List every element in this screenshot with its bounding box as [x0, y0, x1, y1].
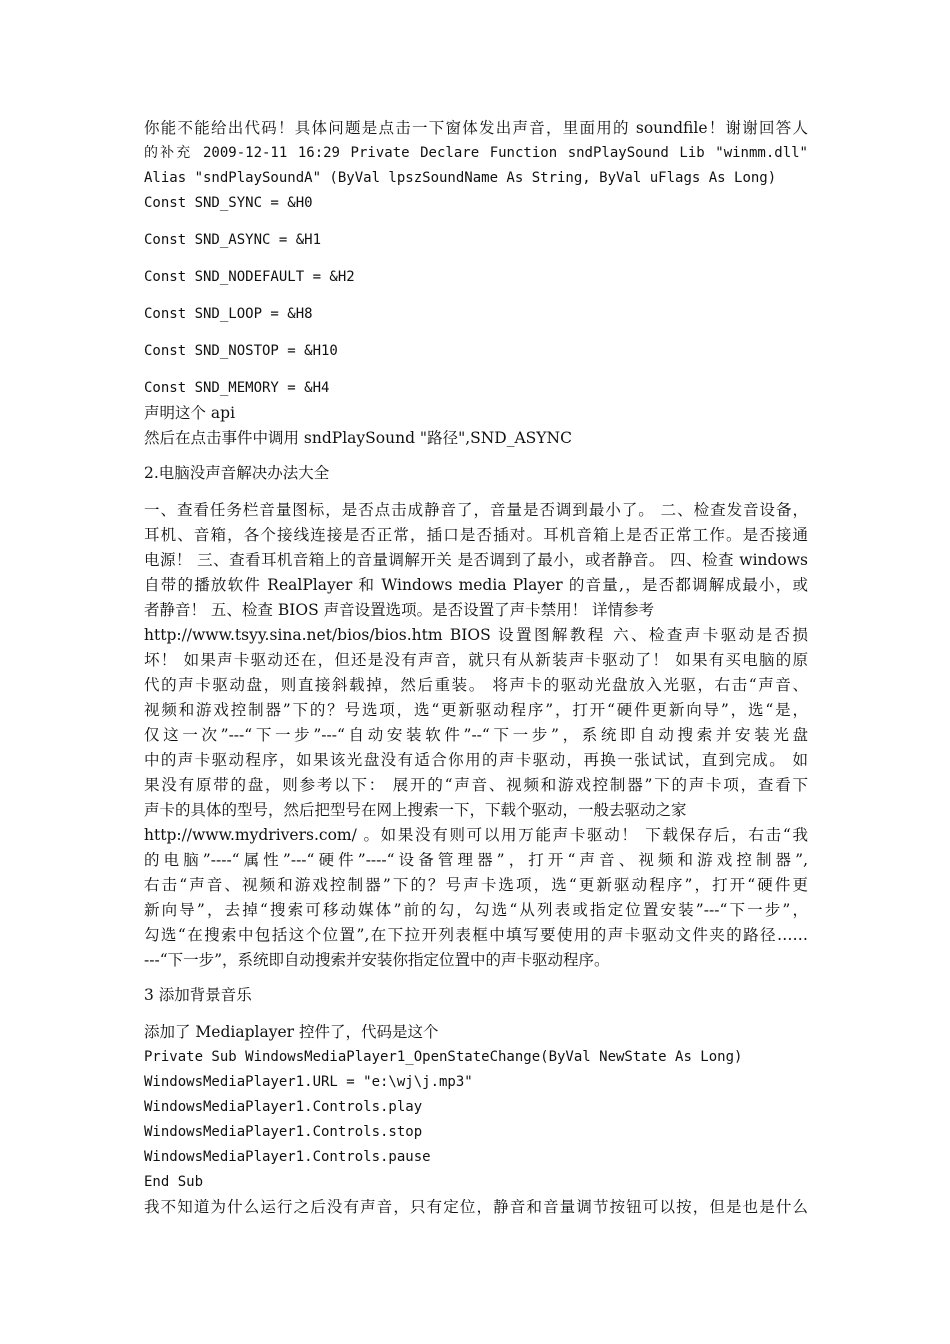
paragraph-line: 者静音！ 五、检查 BIOS 声音设置选项。是否设置了声卡禁用！ 详情参考: [144, 601, 655, 619]
section-sound-api: [144, 116, 808, 451]
text-line: 我不知道为什么运行之后没有声音，只有定位，静音和音量调节按钮可以按，但是也是什么: [144, 1198, 808, 1216]
paragraph-line: 右击“声音、视频和游戏控制器”下的？号声卡选项，选“更新驱动程序”，打开“硬件更: [144, 876, 808, 894]
section-heading: 3 添加背景音乐: [144, 986, 252, 1004]
paragraph-line: http://www.mydrivers.com/ 。如果没有则可以用万能声卡驱动！ 下载保存后，右击“我: [144, 826, 808, 844]
code-line: WindowsMediaPlayer1.Controls.stop: [144, 1124, 423, 1140]
const-line: Const SND_SYNC = &H0: [144, 195, 313, 211]
code-line: Private Sub WindowsMediaPlayer1_OpenStateChange(ByVal NewState As Long): [144, 1049, 743, 1065]
paragraph-line: http://www.tsyy.sina.net/bios/bios.htm BIOS 设置图解教程 六、检查声卡驱动是否损: [144, 626, 808, 644]
paragraph-line: 坏！ 如果声卡驱动还在，但还是没有声音，就只有从新装声卡驱动了！ 如果有买电脑的原: [144, 651, 808, 669]
code-line: WindowsMediaPlayer1.URL = "e:\wj\j.mp3": [144, 1074, 473, 1090]
paragraph-line: 一、查看任务栏音量图标，是否点击成静音了，音量是否调到最小了。 二、检查发音设备，: [144, 501, 808, 519]
declare-api-line: 声明这个 api: [144, 404, 236, 422]
question-line: 你能不能给出代码！具体问题是点击一下窗体发出声音，里面用的 soundfile！谢谢回答人: [144, 119, 808, 137]
question-line: Alias "sndPlaySoundA" (ByVal lpszSoundName As String, ByVal uFlags As Long): [144, 170, 777, 186]
const-line: Const SND_MEMORY = &H4: [144, 380, 330, 396]
const-line: Const SND_ASYNC = &H1: [144, 232, 322, 248]
code-line: End Sub: [144, 1174, 204, 1190]
document-page: [144, 116, 808, 1220]
call-line: 然后在点击事件中调用 sndPlaySound "路径",SND_ASYNC: [144, 429, 572, 447]
paragraph-line: 新向导”，去掉“搜索可移动媒体”前的勾，勾选“从列表或指定位置安装”---“下一步”，: [144, 901, 808, 919]
text-line: 添加了 Mediaplayer 控件了，代码是这个: [144, 1023, 439, 1041]
paragraph-line: ---“下一步”，系统即自动搜索并安装你指定位置中的声卡驱动程序。: [144, 951, 610, 969]
code-line: WindowsMediaPlayer1.Controls.pause: [144, 1149, 431, 1165]
fix-paragraph: [144, 498, 808, 973]
paragraph-line: 电源！ 三、查看耳机音箱上的音量调解开关 是否调到了最小，或者静音。 四、检查 windows: [144, 551, 808, 569]
paragraph-line: 勾选“在搜索中包括这个位置”,在下拉开列表框中填写要使用的声卡驱动文件夹的路径……: [144, 926, 808, 944]
paragraph-line: 自带的播放软件 RealPlayer 和 Windows media Player 的音量,，是否都调解成最小，或: [144, 576, 808, 594]
const-line: Const SND_NOSTOP = &H10: [144, 343, 338, 359]
section-no-sound-fixes: [144, 461, 808, 973]
paragraph-line: 代的声卡驱动盘，则直接斜载掉，然后重装。 将声卡的驱动光盘放入光驱，右击“声音、: [144, 676, 808, 694]
paragraph-line: 果没有原带的盘，则参考以下： 展开的“声音、视频和游戏控制器”下的声卡项，查看下: [144, 776, 808, 794]
paragraph-line: 声卡的具体的型号，然后把型号在网上搜索一下，下载个驱动，一般去驱动之家: [144, 801, 687, 819]
section-heading: 2.电脑没声音解决办法大全: [144, 464, 330, 482]
code-line: WindowsMediaPlayer1.Controls.play: [144, 1099, 423, 1115]
paragraph-line: 视频和游戏控制器”下的？号选项，选“更新驱动程序”，打开“硬件更新向导”，选“是，: [144, 701, 808, 719]
question-line: 的补充 2009-12-11 16:29 Private Declare Function sndPlaySound Lib "winmm.dll": [144, 145, 808, 161]
paragraph-line: 的电脑”----“属性”---“硬件”----“设备管理器”，打开“声音、视频和游戏控制器”,: [144, 851, 808, 869]
section-background-music: [144, 983, 808, 1220]
code-block: [144, 1020, 808, 1220]
const-line: Const SND_NODEFAULT = &H2: [144, 269, 355, 285]
const-line: Const SND_LOOP = &H8: [144, 306, 313, 322]
paragraph-line: 仅这一次”---“下一步”---“自动安装软件”--“下一步”，系统即自动搜索并安装光盘: [144, 726, 808, 744]
paragraph-line: 中的声卡驱动程序，如果该光盘没有适合你用的声卡驱动，再换一张试试，直到完成。 如: [144, 751, 808, 769]
paragraph-line: 耳机、音箱，各个接线连接是否正常，插口是否插对。耳机音箱上是否正常工作。是否接通: [144, 526, 808, 544]
